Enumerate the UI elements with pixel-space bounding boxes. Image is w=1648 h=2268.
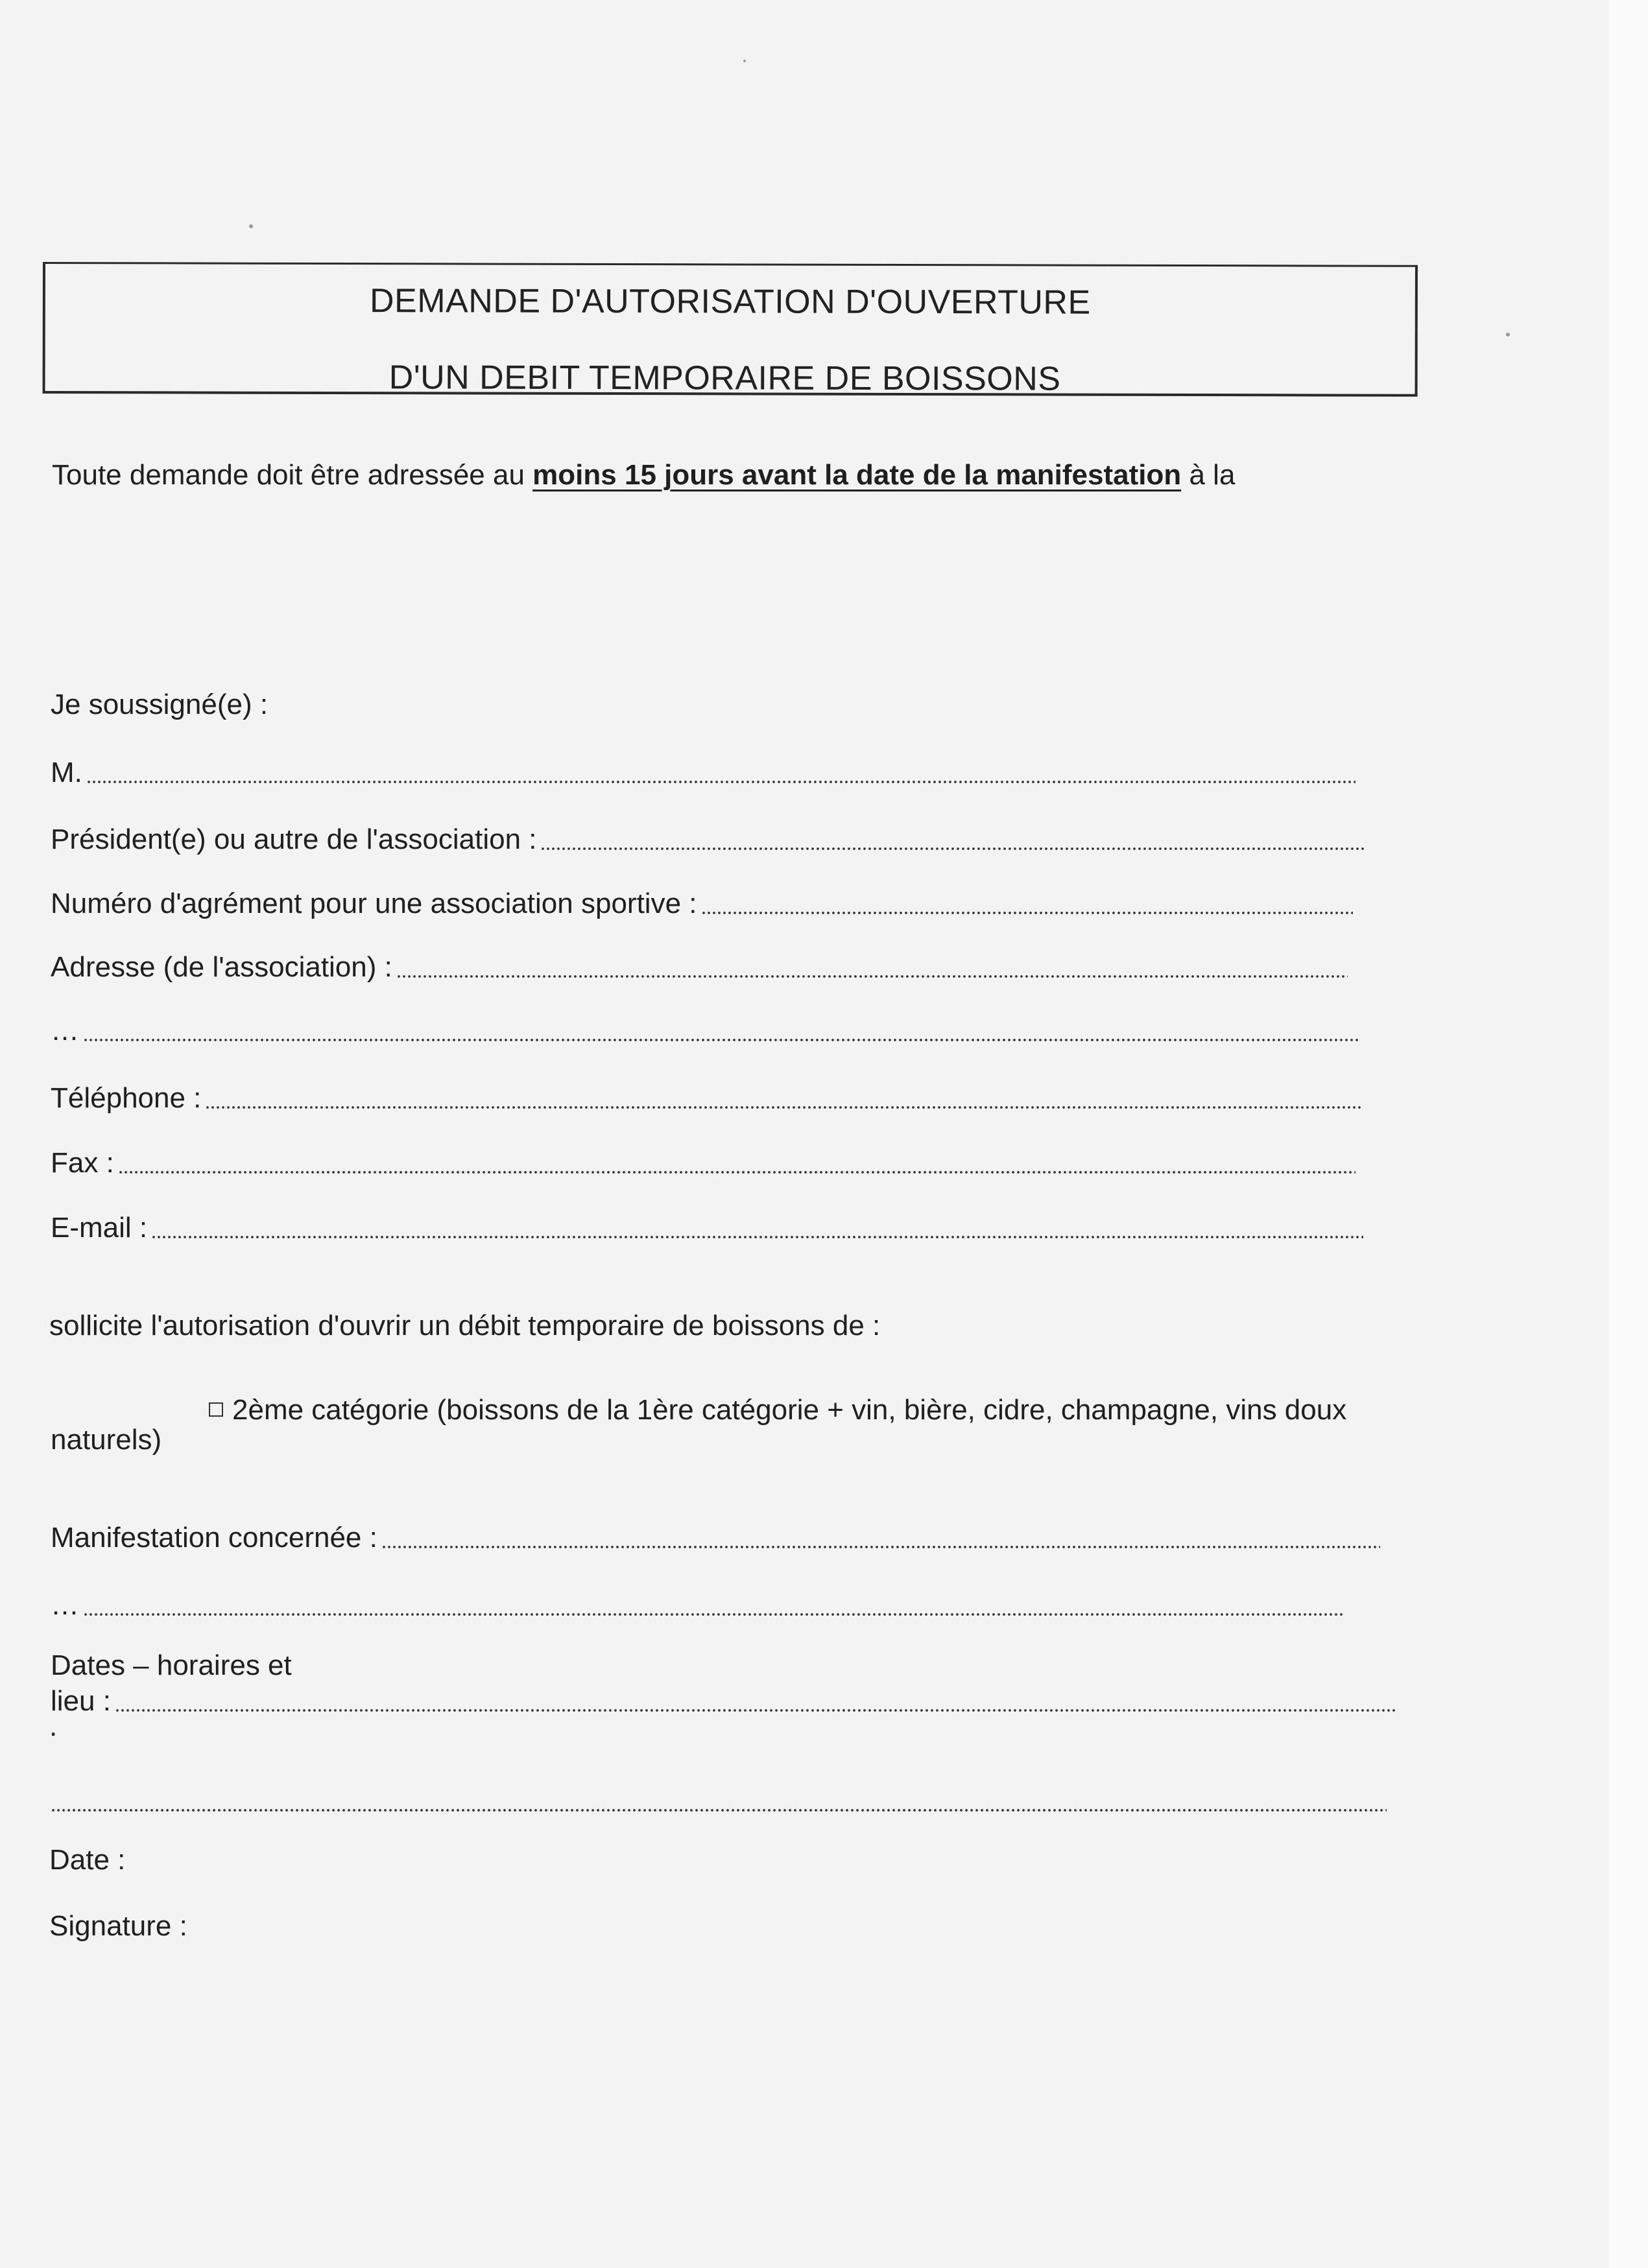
president-dotted-line[interactable] xyxy=(540,823,1365,851)
agrement-dotted-line[interactable] xyxy=(701,887,1354,915)
agrement-field[interactable] xyxy=(51,884,1353,920)
address-dotted-line[interactable] xyxy=(396,951,1348,979)
telephone-field[interactable] xyxy=(51,1079,1363,1115)
dates-label-line-2: lieu : xyxy=(51,1685,111,1717)
address-continuation-dotted-line[interactable] xyxy=(83,1014,1361,1043)
category-checkbox[interactable] xyxy=(209,1402,223,1417)
email-dotted-line[interactable] xyxy=(151,1211,1363,1240)
scan-speck xyxy=(249,224,253,228)
declarant-heading: Je soussigné(e) : xyxy=(51,689,269,720)
intro-paragraph xyxy=(52,459,1235,491)
name-label: M. xyxy=(51,757,82,788)
president-label: Président(e) ou autre de l'association : xyxy=(51,823,537,855)
category-option[interactable] xyxy=(209,1394,1346,1426)
stray-period: . xyxy=(49,1710,58,1742)
dates-dotted-line[interactable] xyxy=(115,1684,1397,1713)
manifestation-field[interactable] xyxy=(51,1518,1380,1554)
manifestation-continuation-field[interactable] xyxy=(51,1586,1345,1622)
address-continuation-field[interactable] xyxy=(51,1011,1361,1047)
date-label: Date : xyxy=(49,1844,126,1876)
name-dotted-line[interactable] xyxy=(86,756,1355,785)
telephone-label: Téléphone : xyxy=(51,1082,202,1114)
dates-continuation-field[interactable] xyxy=(51,1782,1387,1810)
scan-margin xyxy=(1608,0,1648,2268)
intro-text-after: à la xyxy=(1181,459,1236,491)
manifestation-label: Manifestation concernée : xyxy=(51,1522,377,1553)
agrement-label: Numéro d'agrément pour une association sportive : xyxy=(51,888,697,919)
manifestation-dotted-line[interactable] xyxy=(381,1521,1380,1550)
dates-label-line-1: Dates – horaires et xyxy=(51,1649,292,1681)
category-option-continuation: naturels) xyxy=(51,1424,162,1456)
category-option-label: 2ème catégorie (boissons de la 1ère catégorie + vin, bière, cidre, champagne, vins doux xyxy=(232,1394,1347,1426)
scan-speck xyxy=(1506,333,1510,337)
email-field[interactable] xyxy=(51,1209,1363,1244)
fax-field[interactable] xyxy=(51,1144,1355,1179)
address-field[interactable] xyxy=(51,948,1348,984)
president-field[interactable] xyxy=(51,820,1365,856)
scan-speck xyxy=(743,60,746,62)
manifestation-continuation-label: … xyxy=(51,1589,79,1621)
address-continuation-label: … xyxy=(51,1015,79,1046)
dates-field[interactable] xyxy=(51,1682,1397,1718)
manifestation-continuation-dotted-line[interactable] xyxy=(83,1589,1345,1617)
intro-text-before: Toute demande doit être adressée au xyxy=(52,459,533,491)
fax-label: Fax : xyxy=(51,1147,114,1179)
request-text: sollicite l'autorisation d'ouvrir un débit temporaire de boissons de : xyxy=(49,1310,881,1341)
title-line-2: D'UN DEBIT TEMPORAIRE DE BOISSONS xyxy=(388,359,1061,398)
signature-label: Signature : xyxy=(49,1910,187,1942)
name-field[interactable] xyxy=(51,753,1355,789)
dates-continuation-dotted-line[interactable] xyxy=(51,1784,1387,1813)
title-box xyxy=(43,262,1418,397)
address-label: Adresse (de l'association) : xyxy=(51,951,392,983)
email-label: E-mail : xyxy=(51,1212,148,1244)
intro-deadline: moins 15 jours avant la date de la manifestation xyxy=(532,459,1182,491)
fax-dotted-line[interactable] xyxy=(118,1146,1355,1175)
title-line-1: DEMANDE D'AUTORISATION D'OUVERTURE xyxy=(369,282,1091,322)
telephone-dotted-line[interactable] xyxy=(205,1081,1363,1110)
